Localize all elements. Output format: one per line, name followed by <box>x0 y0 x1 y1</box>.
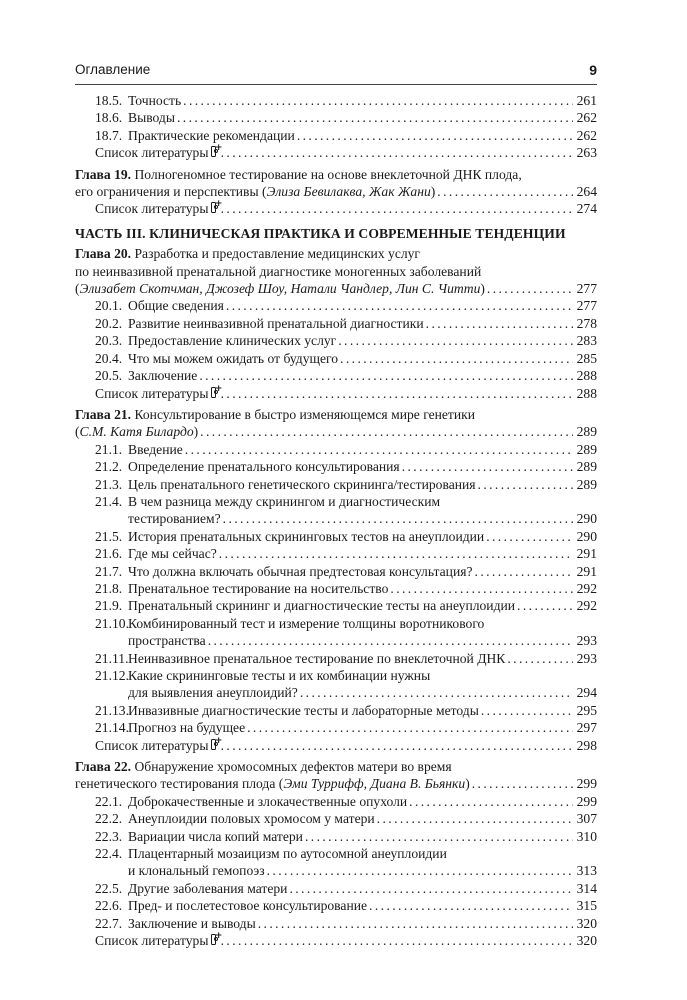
toc-entry-21-7[interactable]: 21.7. Что должна включать обычная предтестовая консультация? . . . 291 <box>75 563 597 580</box>
toc-entry-22-2[interactable]: 22.2. Анеуплоидии половых хромосом у матери . . . 307 <box>75 810 597 827</box>
toc-entry-20-2[interactable]: 20.2. Развитие неинвазивной пренатальной диагностики . . . 278 <box>75 315 597 332</box>
online-resource-icon <box>211 387 216 398</box>
toc-chapter-19-line1[interactable]: Глава 19. Полногеномное тестирование на основе внеклеточной ДНК плода, <box>75 166 522 182</box>
chapter-authors: Элиза Бевилаква, Жак Жани <box>266 184 431 200</box>
toc-chapter-20-line1[interactable]: Глава 20. Разработка и предоставление медицинских услуг <box>75 246 421 262</box>
online-resource-icon <box>211 934 216 945</box>
toc-entry-21-12-line1[interactable]: 21.12. Какие скрининговые тесты и их комбинации нужны <box>95 668 431 683</box>
online-resource-icon <box>211 202 216 213</box>
header-divider <box>75 84 597 85</box>
online-resource-icon <box>211 146 216 157</box>
toc-entry-refs-18[interactable]: Список литературы + . . . 263 <box>75 144 597 161</box>
toc-entry-21-5[interactable]: 21.5. История пренатальных скрининговых тестов на анеуплоидии . . . 290 <box>75 528 597 545</box>
toc-entry-21-2[interactable]: 21.2. Определение пренатального консультирования . . . 289 <box>75 458 597 475</box>
toc-entry-18-7[interactable]: 18.7. Практические рекомендации . . . 262 <box>75 127 597 144</box>
toc-entry-21-10-line2[interactable]: пространства . . . 293 <box>75 632 597 649</box>
toc-entry-20-4[interactable]: 20.4. Что мы можем ожидать от будущего . . . 285 <box>75 350 597 367</box>
toc-entry-22-4-line1[interactable]: 22.4. Плацентарный мозаицизм по аутосомной анеуплоидии <box>95 846 447 862</box>
toc-entry-20-5[interactable]: 20.5. Заключение . . . 288 <box>75 367 597 384</box>
toc-entry-21-3[interactable]: 21.3. Цель пренатального генетического скрининга/тестирования . . . 289 <box>75 476 597 493</box>
toc-entry-21-14[interactable]: 21.14. Прогноз на будущее . . . 297 <box>75 719 597 736</box>
chapter-authors: Эми Туррифф, Диана В. Бьянки <box>283 776 466 792</box>
toc-chapter-21-line2[interactable]: (С.М. Катя Билардо) . . . 289 <box>75 423 597 440</box>
toc-entry-22-7[interactable]: 22.7. Заключение и выводы . . . 320 <box>75 915 597 932</box>
toc-entry-22-3[interactable]: 22.3. Вариации числа копий матери . . . 310 <box>75 828 597 845</box>
toc-entry-21-9[interactable]: 21.9. Пренатальный скрининг и диагностические тесты на анеуплоидии . . . 292 <box>75 597 597 614</box>
chapter-label: Глава 21. <box>75 406 132 422</box>
toc-entry-21-11[interactable]: 21.11. Неинвазивное пренатальное тестирование по внеклеточной ДНК . . . 293 <box>75 650 597 667</box>
toc-entry-21-6[interactable]: 21.6. Где мы сейчас? . . . 291 <box>75 545 597 562</box>
table-of-contents <box>75 92 597 950</box>
chapter-authors: С.М. Катя Билардо <box>79 424 194 440</box>
toc-chapter-22-line1[interactable]: Глава 22. Обнаружение хромосомных дефектов матери во время <box>75 759 452 775</box>
toc-entry-22-1[interactable]: 22.1. Доброкачественные и злокачественные опухоли . . . 299 <box>75 793 597 810</box>
toc-entry-refs-21[interactable]: Список литературы + . . . 298 <box>75 737 597 754</box>
chapter-label: Глава 19. <box>75 166 132 182</box>
toc-entry-21-8[interactable]: 21.8. Пренатальное тестирование на носительство . . . 292 <box>75 580 597 597</box>
online-resource-icon <box>211 739 216 750</box>
toc-entry-21-10-line1[interactable]: 21.10. Комбинированный тест и измерение толщины воротникового <box>95 615 485 631</box>
toc-chapter-22-line2[interactable]: генетического тестирования плода (Эми Туррифф, Диана В. Бьянки) . . . 299 <box>75 775 597 792</box>
running-header-title: Оглавление <box>75 62 151 77</box>
toc-entry-21-12-line2[interactable]: для выявления анеуплоидий? . . . 294 <box>75 684 597 701</box>
chapter-label: Глава 22. <box>75 759 132 775</box>
toc-entry-18-5[interactable]: 18.5. Точность . . . 261 <box>75 92 597 109</box>
toc-entry-20-1[interactable]: 20.1. Общие сведения . . . 277 <box>75 297 597 314</box>
toc-entry-refs-20[interactable]: Список литературы + . . . 288 <box>75 385 597 402</box>
toc-entry-refs-19[interactable]: Список литературы + . . . 274 <box>75 200 597 217</box>
toc-entry-21-13[interactable]: 21.13. Инвазивные диагностические тесты и лабораторные методы . . . 295 <box>75 702 597 719</box>
chapter-authors: Элизабет Скотчман, Джозеф Шоу, Натали Чандлер, Лин С. Читти <box>79 281 481 297</box>
toc-entry-18-6[interactable]: 18.6. Выводы . . . 262 <box>75 109 597 126</box>
toc-entry-22-6[interactable]: 22.6. Пред- и послетестовое консультирование . . . 315 <box>75 897 597 914</box>
toc-chapter-20-line3[interactable]: (Элизабет Скотчман, Джозеф Шоу, Натали Чандлер, Лин С. Читти) . . . 277 <box>75 280 597 297</box>
toc-part-3-heading[interactable]: ЧАСТЬ III. КЛИНИЧЕСКАЯ ПРАКТИКА И СОВРЕМЕННЫЕ ТЕНДЕНЦИИ <box>75 225 566 241</box>
toc-entry-refs-22[interactable]: Список литературы + . . . 320 <box>75 932 597 949</box>
running-header <box>75 62 597 82</box>
toc-entry-22-4-line2[interactable]: и клональный гемопоэз . . . 313 <box>75 862 597 879</box>
toc-entry-21-4-line1[interactable]: 21.4. В чем разница между скринингом и диагностическим <box>95 493 441 509</box>
toc-entry-21-4-line2[interactable]: тестированием? . . . 290 <box>75 510 597 527</box>
toc-chapter-20-line2[interactable]: по неинвазивной пренатальной диагностике моногенных заболеваний <box>75 263 482 279</box>
toc-entry-21-1[interactable]: 21.1. Введение . . . 289 <box>75 441 597 458</box>
toc-chapter-21-line1[interactable]: Глава 21. Консультирование в быстро изменяющемся мире генетики <box>75 406 476 422</box>
toc-entry-20-3[interactable]: 20.3. Предоставление клинических услуг . . . 283 <box>75 332 597 349</box>
page-number: 9 <box>589 62 597 78</box>
chapter-label: Глава 20. <box>75 246 132 262</box>
toc-entry-22-5[interactable]: 22.5. Другие заболевания матери . . . 314 <box>75 880 597 897</box>
toc-chapter-19-line2[interactable]: его ограничения и перспективы (Элиза Бевилаква, Жак Жани) . . . 264 <box>75 183 597 200</box>
